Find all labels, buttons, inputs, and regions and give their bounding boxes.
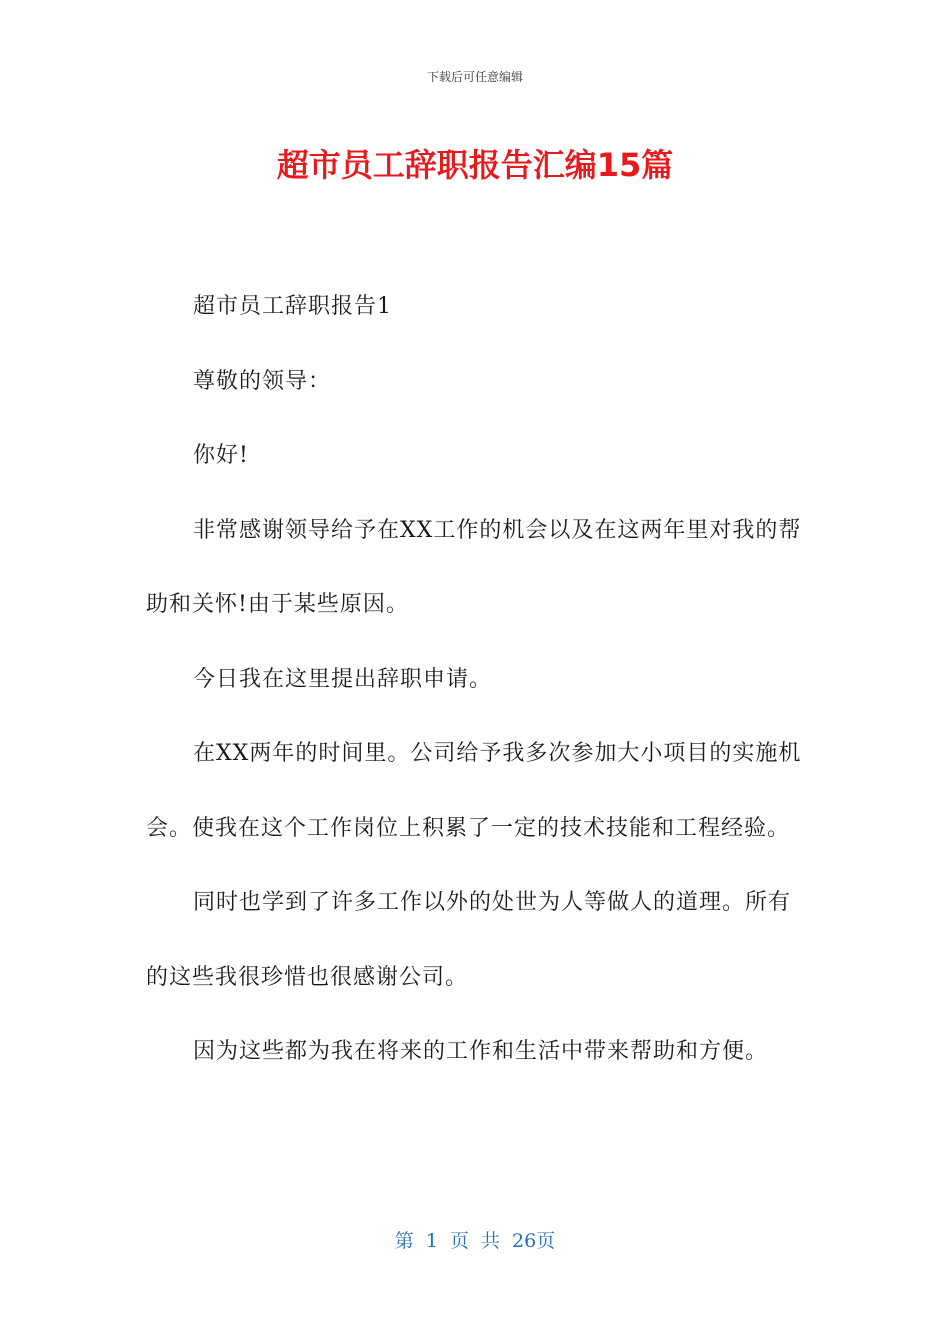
- paragraph-salutation: 尊敬的领导：: [193, 368, 332, 394]
- document-title: 超市员工辞职报告汇编15篇: [276, 146, 674, 184]
- page-number-footer: 第 1 页 共 26页: [394, 1230, 556, 1252]
- paragraph-greeting: 你好!: [193, 443, 249, 468]
- paragraph: 同时也学到了许多工作以外的处世为人等做人的道理。所有的这些我很珍惜也很感谢公司。: [146, 890, 792, 990]
- paragraph: 因为这些都为我在将来的工作和生活中带来帮助和方便。: [193, 1039, 769, 1064]
- paragraph: 非常感谢领导给予在XX工作的机会以及在这两年里对我的帮助和关怀!由于某些原因。: [146, 517, 802, 617]
- paragraph: 今日我在这里提出辞职申请。: [193, 666, 493, 692]
- paragraph-heading: 超市员工辞职报告1: [193, 294, 392, 319]
- header-note: 下载后可任意编辑: [426, 70, 523, 84]
- document-body: [146, 270, 806, 1090]
- paragraph: 在XX两年的时间里。公司给予我多次参加大小项目的实施机会。使我在这个工作岗位上积累了一定的技术技能和工程经验。: [146, 741, 802, 841]
